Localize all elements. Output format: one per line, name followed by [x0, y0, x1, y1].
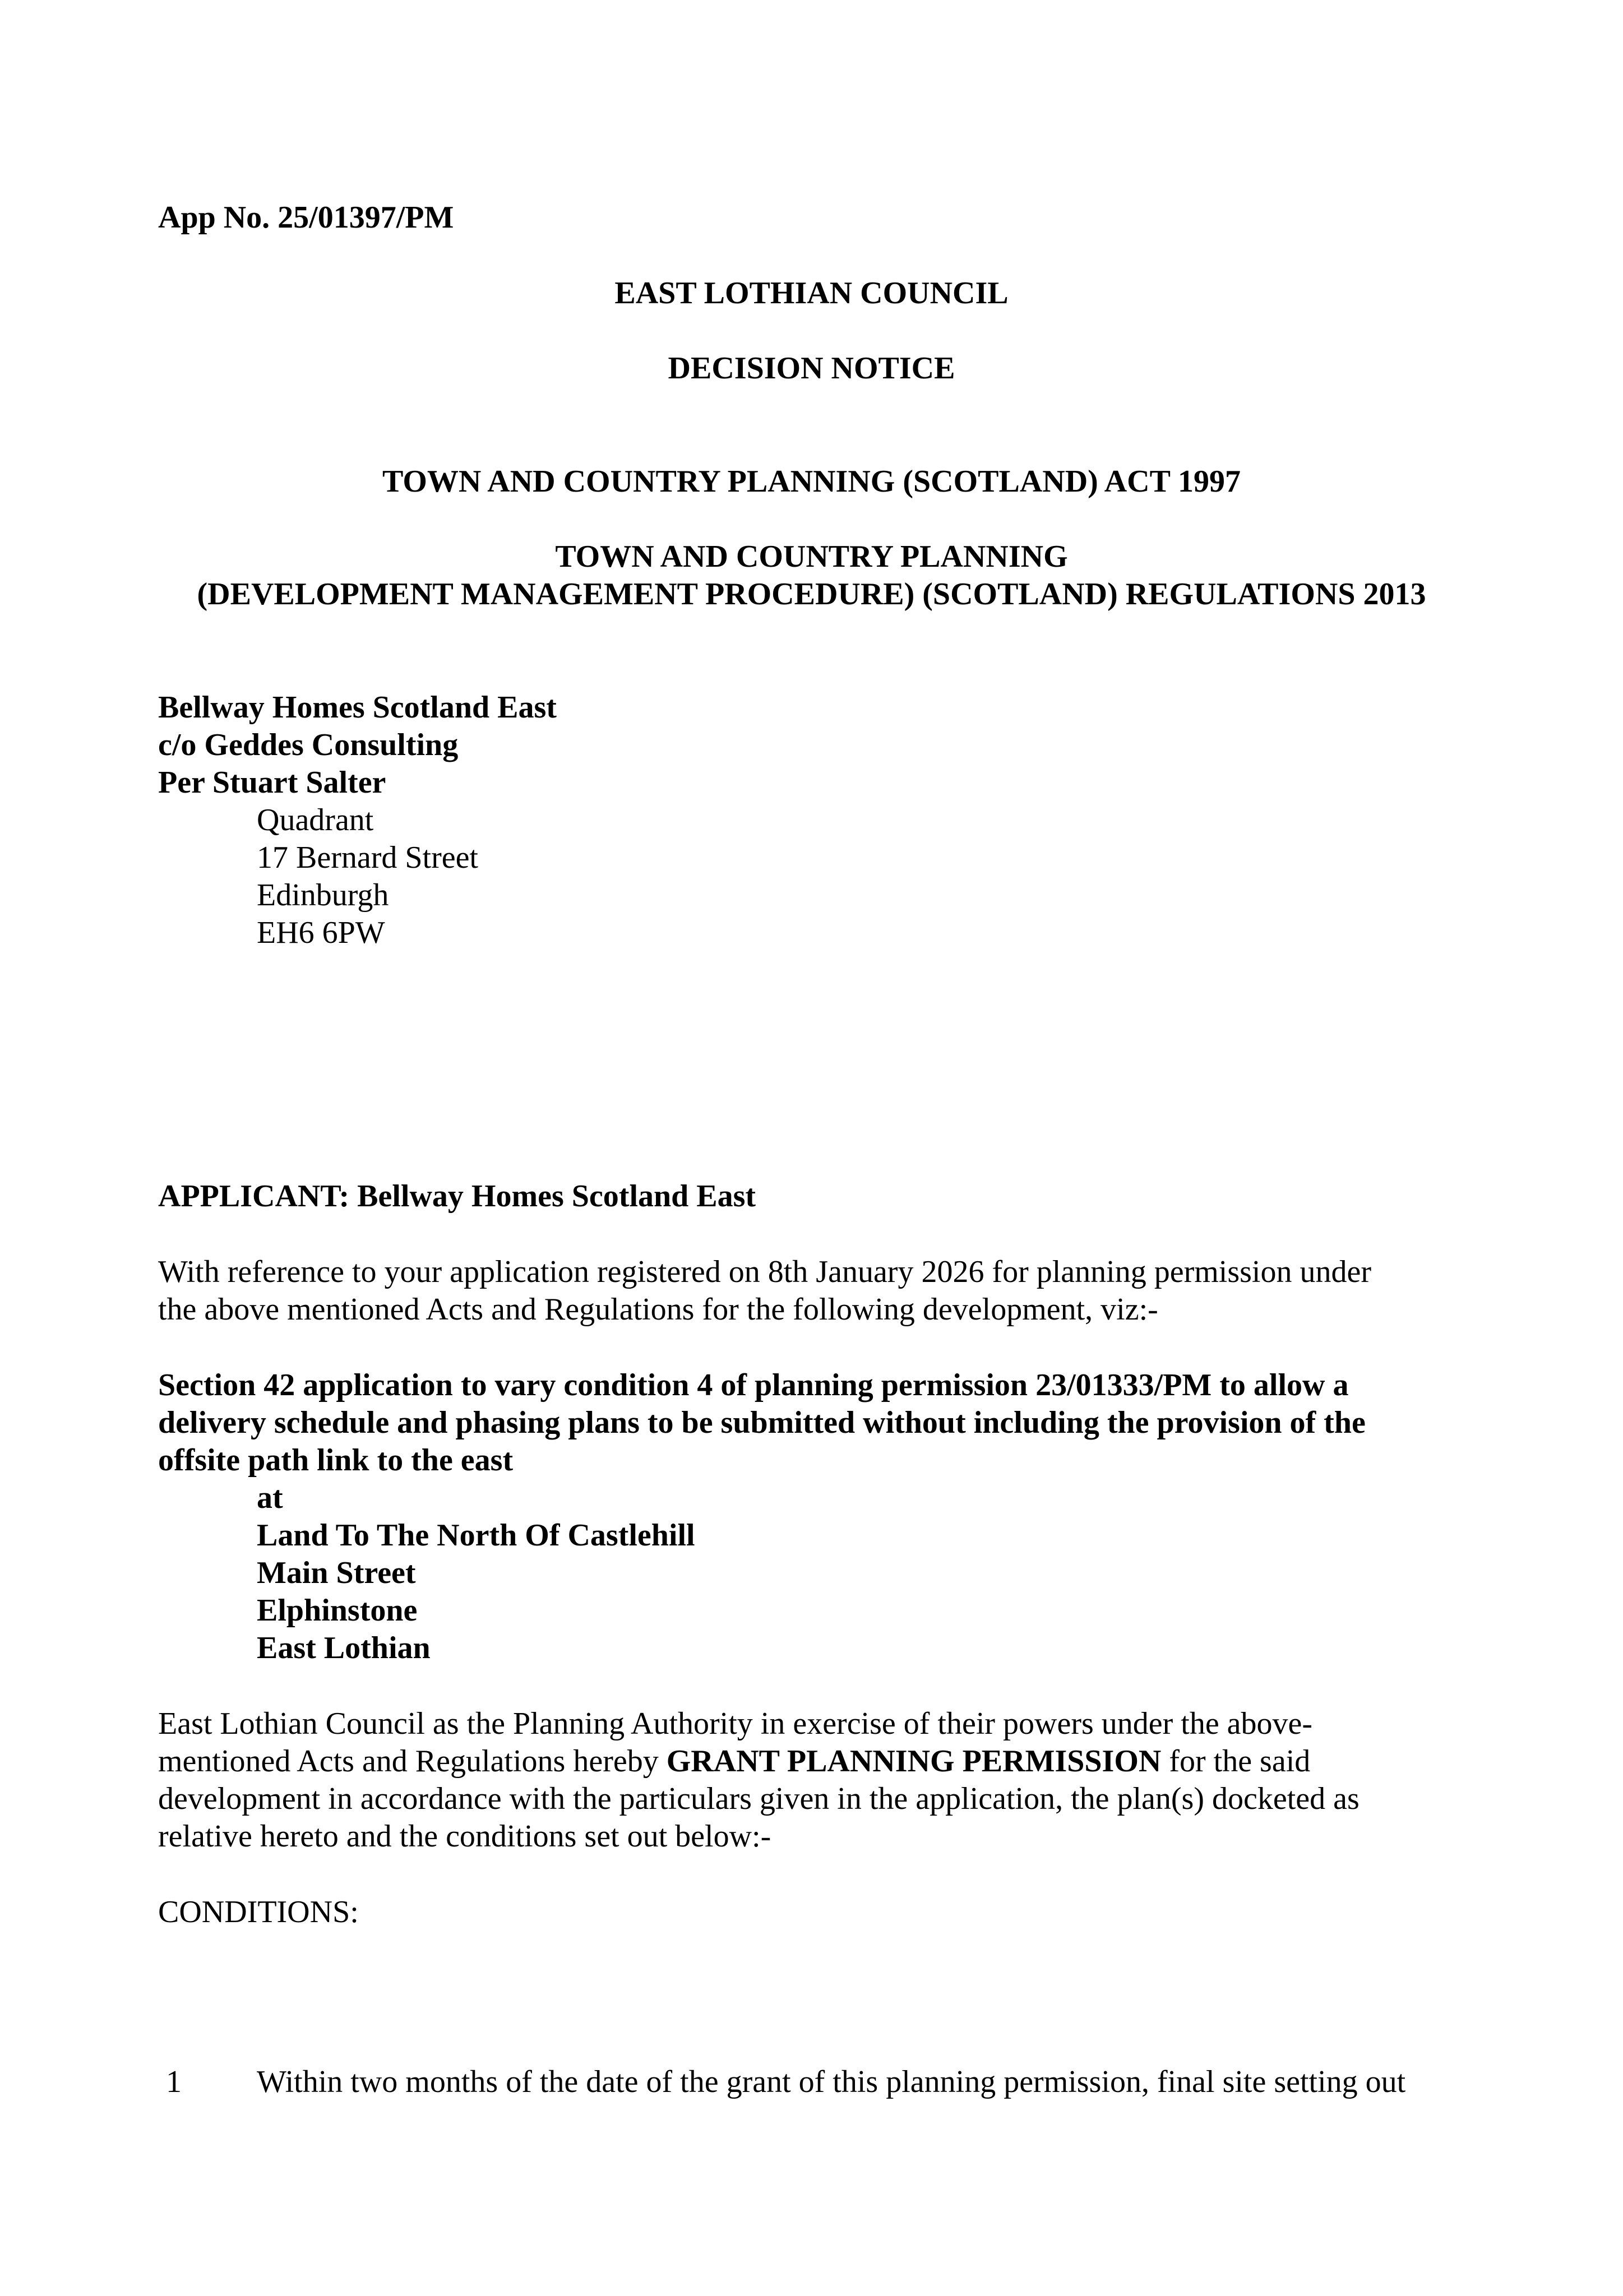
reference-line: With reference to your application registered on 8th January 2026 for planning permission under — [158, 1255, 1371, 1289]
act-heading: TOWN AND COUNTRY PLANNING (SCOTLAND) ACT 1997 — [382, 464, 1241, 499]
location-line: Land To The North Of Castlehill — [257, 1518, 695, 1553]
location-line: Elphinstone — [257, 1593, 418, 1628]
grant-statement: GRANT PLANNING PERMISSION — [666, 1744, 1162, 1779]
decision-text: for the said — [1161, 1744, 1311, 1779]
notice-title: DECISION NOTICE — [668, 351, 955, 386]
decision-text: mentioned Acts and Regulations hereby — [158, 1744, 667, 1779]
addressee-agent: c/o Geddes Consulting — [158, 728, 459, 762]
addressee-contact: Per Stuart Salter — [158, 765, 386, 800]
address-line: Edinburgh — [257, 878, 389, 913]
addressee-name: Bellway Homes Scotland East — [158, 690, 557, 725]
app-number: App No. 25/01397/PM — [158, 200, 454, 235]
council-name: EAST LOTHIAN COUNCIL — [614, 276, 1009, 311]
address-line: Quadrant — [257, 803, 374, 837]
description-line: delivery schedule and phasing plans to be submitted without including the provision of the — [158, 1405, 1366, 1440]
applicant-line: APPLICANT: Bellway Homes Scotland East — [158, 1179, 756, 1214]
address-line: 17 Bernard Street — [257, 840, 478, 875]
regulations-heading-line2: (DEVELOPMENT MANAGEMENT PROCEDURE) (SCOTLAND) REGULATIONS 2013 — [197, 577, 1426, 612]
regulations-heading-line1: TOWN AND COUNTRY PLANNING — [555, 539, 1068, 574]
decision-line — [158, 1743, 1310, 1780]
location-line: Main Street — [257, 1556, 416, 1590]
location-line: East Lothian — [257, 1631, 431, 1665]
decision-line: East Lothian Council as the Planning Authority in exercise of their powers under the above- — [158, 1706, 1313, 1741]
description-line: offsite path link to the east — [158, 1443, 514, 1478]
description-line: Section 42 application to vary condition 4 of planning permission 23/01333/PM to allow a — [158, 1368, 1349, 1402]
location-at: at — [257, 1480, 283, 1515]
condition-number: 1 — [166, 2064, 182, 2099]
conditions-heading: CONDITIONS: — [158, 1895, 359, 1929]
decision-line: development in accordance with the particulars given in the application, the plan(s) docketed as — [158, 1781, 1360, 1816]
decision-line: relative hereto and the conditions set out below:- — [158, 1819, 771, 1854]
address-postcode: EH6 6PW — [257, 915, 385, 950]
condition-text: Within two months of the date of the grant of this planning permission, final site setting out — [257, 2064, 1406, 2099]
reference-line: the above mentioned Acts and Regulations for the following development, viz:- — [158, 1292, 1158, 1327]
